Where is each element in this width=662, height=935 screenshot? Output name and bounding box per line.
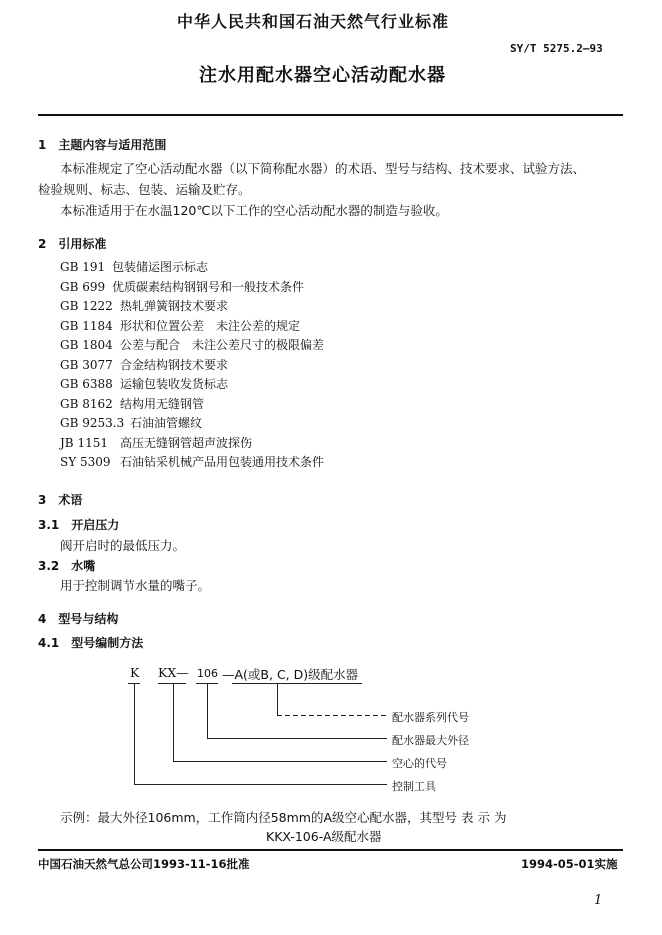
section-3-heading: 3 术语 — [38, 493, 83, 507]
section-1-para-1-line-2: 检验规则、标志、包装、运输及贮存。 — [38, 182, 251, 197]
reference-item — [60, 356, 228, 373]
label-hollow-code: 空心的代号 — [392, 757, 447, 770]
underline-kx — [158, 683, 186, 684]
reference-item — [60, 297, 228, 314]
reference-title: 公差与配合 未注公差尺寸的极限偏差 — [120, 338, 325, 352]
section-3-2-heading: 3.2 水嘴 — [38, 559, 96, 573]
reference-title: 石油钻采机械产品用包装通用技术条件 — [120, 455, 325, 469]
reference-item — [60, 453, 324, 470]
reference-title: 热轧弹簧钢技术要求 — [120, 299, 229, 313]
leader-tool-horizontal — [134, 784, 387, 785]
diagram-code-diameter: 106 — [197, 667, 218, 680]
diagram-code-kx: KX— — [158, 665, 189, 680]
label-max-diameter: 配水器最大外径 — [392, 734, 469, 747]
section-4-1-heading: 4.1 型号编制方法 — [38, 636, 144, 650]
reference-item — [60, 278, 304, 295]
reference-item — [60, 375, 228, 392]
reference-code: GB 9253.3 — [60, 416, 125, 430]
reference-code: GB 191 — [60, 260, 106, 274]
footer-rule — [38, 849, 623, 851]
reference-title: 合金结构钢技术要求 — [120, 357, 229, 372]
reference-title: 优质碳素结构钢钢号和一般技术条件 — [112, 279, 305, 294]
reference-code: GB 699 — [60, 279, 106, 294]
underline-grade — [232, 683, 362, 684]
leader-diameter-vertical — [207, 683, 208, 738]
reference-code: GB 1222 — [60, 299, 113, 313]
reference-item — [60, 336, 324, 353]
section-3-2-text: 用于控制调节水量的嘴子。 — [60, 578, 211, 593]
reference-title: 结构用无缝钢管 — [120, 396, 205, 411]
section-3-1-heading: 3.1 开启压力 — [38, 518, 120, 532]
reference-title: 包装储运图示标志 — [112, 260, 209, 274]
section-4-heading: 4 型号与结构 — [38, 612, 119, 626]
header-rule — [38, 114, 623, 116]
leader-diameter-horizontal — [207, 738, 387, 739]
reference-item — [60, 434, 252, 451]
approval-date: 中国石油天然气总公司1993-11-16批准 — [38, 857, 250, 871]
effective-date: 1994-05-01实施 — [521, 857, 618, 871]
section-1-para-1-line-1: 本标准规定了空心活动配水器（以下简称配水器）的术语、型号与结构、技术要求、试验方法、 — [60, 161, 586, 176]
document-title: 注水用配水器空心活动配水器 — [199, 65, 446, 86]
reference-title: 运输包装收发货标志 — [120, 377, 229, 391]
reference-code: GB 1184 — [60, 318, 113, 333]
label-series-code: 配水器系列代号 — [392, 711, 469, 724]
example-line-1: 示例：最大外径106mm，工作筒内径58mm的A级空心配水器，其型号 表 示 为 — [60, 810, 507, 825]
leader-hollow-vertical — [173, 683, 174, 761]
section-1-heading: 1 主题内容与适用范围 — [38, 138, 167, 152]
diagram-code-k: K — [130, 665, 140, 680]
label-control-tool: 控制工具 — [392, 780, 436, 793]
reference-code: GB 3077 — [60, 357, 113, 372]
example-line-2: KKX-106-A级配水器 — [266, 829, 382, 844]
reference-title: 石油油管螺纹 — [130, 416, 203, 430]
section-1-para-2: 本标准适用于在水温120℃以下工作的空心活动配水器的制造与验收。 — [60, 203, 448, 218]
reference-code: GB 8162 — [60, 396, 113, 411]
reference-item — [60, 395, 204, 412]
standard-code: SY/T 5275.2—93 — [510, 42, 603, 55]
reference-item — [60, 414, 202, 431]
reference-code: JB 1151 — [60, 435, 108, 450]
leader-tool-vertical — [134, 683, 135, 784]
leader-series-vertical — [277, 683, 278, 715]
org-title: 中华人民共和国石油天然气行业标准 — [177, 12, 450, 31]
reference-title: 高压无缝钢管超声波探伤 — [120, 435, 253, 450]
page-number: 1 — [594, 893, 603, 908]
leader-hollow-horizontal — [173, 761, 387, 762]
section-2-heading: 2 引用标准 — [38, 237, 107, 251]
section-3-1-text: 阀开启时的最低压力。 — [60, 538, 186, 553]
reference-code: SY 5309 — [60, 455, 111, 469]
reference-title: 形状和位置公差 未注公差的规定 — [120, 318, 301, 333]
reference-item — [60, 317, 300, 334]
diagram-code-grade: —A(或B, C, D)级配水器 — [222, 667, 359, 682]
reference-code: GB 6388 — [60, 377, 113, 391]
leader-series-horizontal — [277, 715, 387, 716]
reference-code: GB 1804 — [60, 338, 113, 352]
reference-item — [60, 258, 208, 275]
